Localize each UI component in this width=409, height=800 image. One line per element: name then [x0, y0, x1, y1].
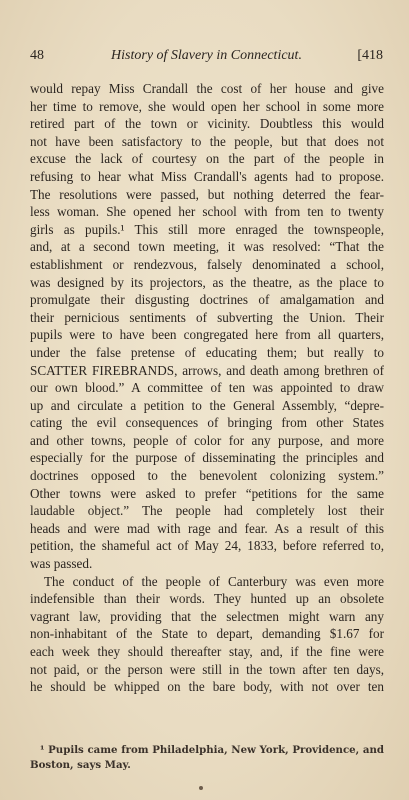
text-line: The resolutions were passed, but nothing deterred the fear- [30, 186, 384, 202]
text-line: cating the evil consequences of bringing from other States [30, 415, 384, 431]
text-line: their pernicious sentiments of subverting the Union. Their [30, 309, 384, 325]
text-line: heads and were mad with rage and fear. As a result of this [30, 520, 384, 536]
text-line: girls as pupils.¹ This still more enraged the townspeople, [30, 221, 384, 237]
text-line: petition, the shameful act of May 24, 1833, before referred to, [30, 538, 384, 554]
text-line: not paid, or the person were still in the town after ten days, [30, 661, 384, 677]
page-number: 48 [30, 48, 44, 63]
text-line: he should be whipped on the bare body, with not over ten [30, 679, 384, 695]
body-text [30, 80, 384, 696]
text-line: doctrines opposed to the benevolent colonizing system.” [30, 468, 384, 484]
text-line: our own blood.” A committee of ten was appointed to draw [30, 380, 384, 396]
text-line: vagrant law, providing that the selectmen might warn any [30, 608, 384, 624]
text-line: laudable object.” The people had completely lost their [30, 503, 384, 519]
text-line: especially for the purpose of disseminating the principles and [30, 450, 384, 466]
text-line: retired part of the town or vicinity. Doubtless this would [30, 116, 384, 132]
text-line: indefensible than their words. They hunted up an obsolete [30, 591, 384, 607]
text-line: up and circulate a petition to the General Assembly, “depre- [30, 397, 384, 413]
text-line: her time to remove, she would open her school in some more [30, 98, 384, 114]
text-line: not have been satisfactory to the people, but that does not [30, 133, 384, 149]
text-line: and, at a second town meeting, it was resolved: “That the [30, 239, 384, 255]
text-line: less woman. She opened her school with from ten to twenty [30, 204, 384, 220]
text-line: non-inhabitant of the State to depart, demanding $1.67 for [30, 626, 384, 642]
running-title: History of Slavery in Connecticut. [111, 48, 302, 63]
text-line: Other towns were asked to prefer “petitions for the same [30, 485, 384, 501]
original-page-marker: [418 [357, 48, 383, 63]
footnote-line: Boston, says May. [30, 759, 131, 771]
text-line: was designed by its projectors, as the theatre, as the place to [30, 274, 384, 290]
page-header [30, 48, 383, 66]
text-line: SCATTER FIREBRANDS, arrows, and death among brethren of [30, 362, 384, 378]
text-line: The conduct of the people of Canterbury was even more [44, 573, 384, 589]
page-dot-mark [199, 786, 203, 790]
text-line: pupils were to have been congregated here from all quarters, [30, 327, 384, 343]
text-line: refusing to hear what Miss Crandall's agents had to propose. [30, 168, 384, 184]
text-line: each week they should thereafter stay, and, if the fine were [30, 644, 384, 659]
text-line: was passed. [30, 556, 93, 572]
text-line: excuse the lack of courtesy on the part of the people in [30, 151, 384, 167]
text-line: establishment or rendezvous, falsely denominated a school, [30, 256, 384, 272]
text-line: promulgate their disgusting doctrines of amalgamation and [30, 292, 384, 308]
footnote [30, 743, 384, 773]
footnote-line: ¹ Pupils came from Philadelphia, New York, Providence, and [40, 744, 384, 756]
text-line: and other towns, people of color for any purpose, and more [30, 432, 384, 448]
text-line: under the false pretense of educating them; but really to [30, 344, 384, 360]
text-line: would repay Miss Crandall the cost of her house and give [30, 81, 384, 96]
